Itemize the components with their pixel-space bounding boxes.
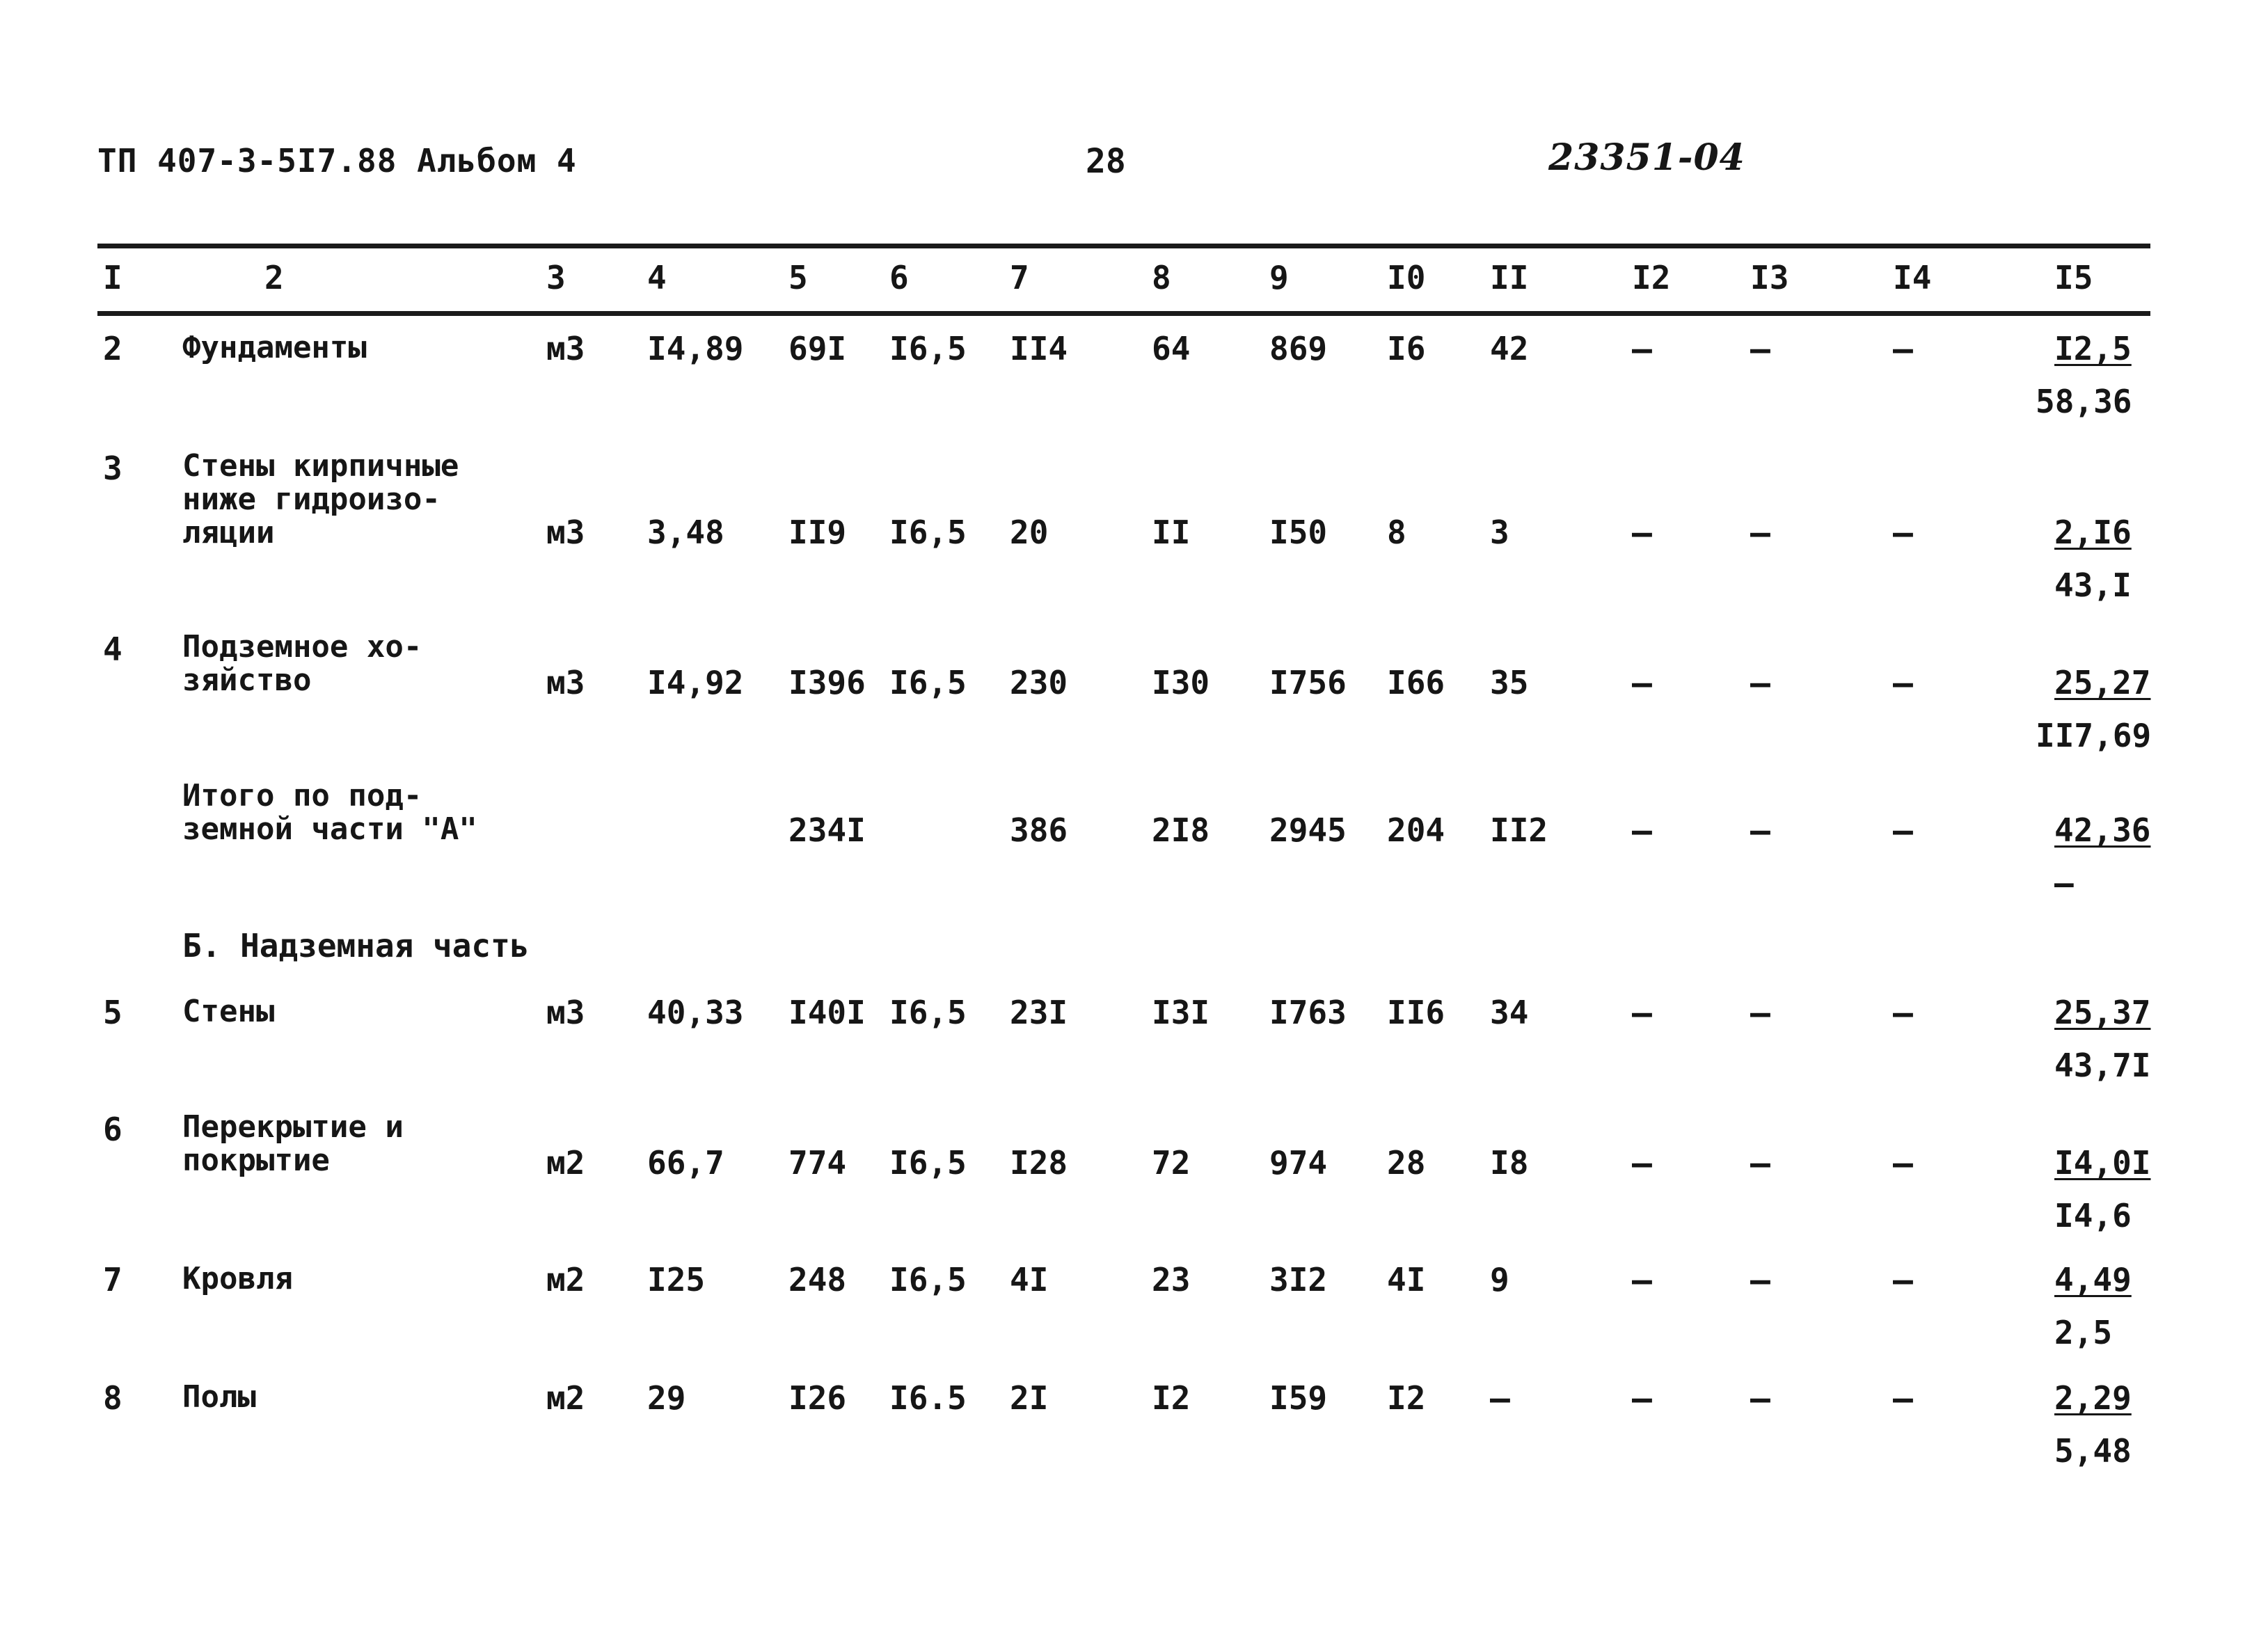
cell-col12: – (1632, 330, 1652, 369)
row-name: Полы (182, 1379, 256, 1415)
cell-col5: I40I (788, 994, 866, 1031)
column-header-12: I2 (1632, 259, 1671, 296)
cell-col14: – (1893, 994, 1913, 1033)
cell-col15-top: 25,37 (2054, 994, 2151, 1031)
cell-col15-bottom: 58,36 (2036, 383, 2132, 420)
cell-col15-top: 2,29 (2054, 1379, 2132, 1417)
cell-col10: I6 (1387, 330, 1426, 367)
cell-col7: 2I (1010, 1379, 1049, 1417)
cell-col13: – (1750, 1379, 1770, 1418)
cell-col4: I4,89 (647, 330, 744, 367)
cell-col14: – (1893, 664, 1913, 703)
cell-col11: 42 (1490, 330, 1529, 367)
row-unit: м3 (546, 514, 585, 551)
page-number: 28 (1086, 142, 1126, 181)
cell-col12: – (1632, 811, 1652, 850)
cell-col10: 204 (1387, 811, 1445, 849)
cell-col15-bottom: 43,I (2054, 566, 2132, 604)
column-header-4: 4 (647, 259, 667, 296)
cell-col11: 34 (1490, 994, 1529, 1031)
column-header-15: I5 (2054, 259, 2093, 296)
cell-col13: – (1750, 1144, 1770, 1183)
row-unit: м3 (546, 330, 585, 367)
row-number: 8 (103, 1379, 122, 1417)
cell-col13: – (1750, 1261, 1770, 1300)
cell-col8: 72 (1152, 1144, 1191, 1182)
cell-col15-top: 4,49 (2054, 1261, 2132, 1298)
cell-col15-bottom: 5,48 (2054, 1432, 2132, 1470)
row-name: Стены кирпичные ниже гидроизо- ляции (182, 448, 459, 550)
row-number: 2 (103, 330, 122, 367)
cell-col12: – (1632, 1144, 1652, 1183)
row-number: 4 (103, 630, 122, 668)
cell-col12: – (1632, 1379, 1652, 1418)
cell-col13: – (1750, 330, 1770, 369)
cell-col15-top: I4,0I (2054, 1144, 2151, 1182)
cell-col4: 29 (647, 1379, 686, 1417)
row-name: Стены (182, 994, 275, 1029)
cell-col6: I6,5 (889, 664, 967, 701)
cell-col15-bottom: I4,6 (2054, 1197, 2132, 1234)
cell-col9: 2945 (1269, 811, 1347, 849)
cell-col12: – (1632, 1261, 1652, 1300)
cell-col15-bottom: 2,5 (2054, 1314, 2113, 1351)
column-header-7: 7 (1010, 259, 1029, 296)
cell-col5: 69I (788, 330, 847, 367)
cell-col10: I66 (1387, 664, 1445, 701)
cell-col11: 35 (1490, 664, 1529, 701)
cell-col14: – (1893, 1261, 1913, 1300)
table-top-rule (97, 244, 2150, 248)
cell-col8: I3I (1152, 994, 1210, 1031)
cell-col10: 28 (1387, 1144, 1426, 1182)
cell-col7: I28 (1010, 1144, 1068, 1182)
cell-col13: – (1750, 994, 1770, 1033)
row-unit: м2 (546, 1144, 585, 1182)
handwritten-number: 23351-04 (1548, 136, 1745, 179)
cell-col5: II9 (788, 514, 847, 551)
row-name: Подземное хо- зяйство (182, 629, 422, 698)
document-code: ТП 407-3-5I7.88 Альбом 4 (97, 142, 577, 180)
cell-col9: 869 (1269, 330, 1328, 367)
cell-col9: I756 (1269, 664, 1347, 701)
row-unit: м3 (546, 664, 585, 701)
cell-col4: 40,33 (647, 994, 744, 1031)
column-header-10: I0 (1387, 259, 1426, 296)
cell-col5: 248 (788, 1261, 847, 1298)
cell-col10: 8 (1387, 514, 1406, 551)
cell-col12: – (1632, 994, 1652, 1033)
cell-col15-top: 2,I6 (2054, 514, 2132, 551)
column-header-1: I (103, 259, 122, 296)
row-name: Итого по под- земной части "А" (182, 778, 477, 847)
cell-col12: – (1632, 664, 1652, 703)
cell-col8: 2I8 (1152, 811, 1210, 849)
cell-col15-bottom: – (2054, 864, 2074, 902)
cell-col4: 3,48 (647, 514, 724, 551)
cell-col12: – (1632, 514, 1652, 553)
document-header (0, 136, 2268, 192)
section-title: Б. Надземная часть (182, 927, 530, 964)
cell-col10: 4I (1387, 1261, 1426, 1298)
cell-col14: – (1893, 330, 1913, 369)
cell-col10: I2 (1387, 1379, 1426, 1417)
cell-col4: 66,7 (647, 1144, 724, 1182)
row-unit: м2 (546, 1261, 585, 1298)
cell-col11: 3 (1490, 514, 1509, 551)
cell-col13: – (1750, 514, 1770, 553)
cell-col7: 4I (1010, 1261, 1049, 1298)
cell-col6: I6,5 (889, 994, 967, 1031)
cell-col13: – (1750, 664, 1770, 703)
cell-col5: 234I (788, 811, 866, 849)
column-header-8: 8 (1152, 259, 1171, 296)
cell-col15-bottom: II7,69 (2036, 717, 2152, 754)
cell-col13: – (1750, 811, 1770, 850)
column-header-9: 9 (1269, 259, 1289, 296)
cell-col10: II6 (1387, 994, 1445, 1031)
column-header-13: I3 (1750, 259, 1789, 296)
cell-col6: I6,5 (889, 330, 967, 367)
cell-col7: 20 (1010, 514, 1049, 551)
cell-col11: I8 (1490, 1144, 1529, 1182)
cell-col11: II2 (1490, 811, 1548, 849)
cell-col6: I6,5 (889, 514, 967, 551)
column-header-14: I4 (1893, 259, 1932, 296)
cell-col8: I30 (1152, 664, 1210, 701)
cell-col11: – (1490, 1379, 1510, 1418)
cell-col14: – (1893, 1144, 1913, 1183)
cell-col15-bottom: 43,7I (2054, 1047, 2151, 1084)
cell-col15-top: 42,36 (2054, 811, 2151, 849)
cell-col8: II (1152, 514, 1191, 551)
cell-col6: I6,5 (889, 1261, 967, 1298)
cell-col7: 230 (1010, 664, 1068, 701)
cell-col9: I59 (1269, 1379, 1328, 1417)
cell-col8: 23 (1152, 1261, 1191, 1298)
cell-col5: I396 (788, 664, 866, 701)
cell-col4: I4,92 (647, 664, 744, 701)
cell-col14: – (1893, 1379, 1913, 1418)
row-number: 3 (103, 450, 122, 487)
cell-col9: 3I2 (1269, 1261, 1328, 1298)
row-number: 6 (103, 1111, 122, 1148)
column-header-2: 2 (264, 259, 284, 296)
column-header-3: 3 (546, 259, 566, 296)
row-unit: м2 (546, 1379, 585, 1417)
cell-col7: II4 (1010, 330, 1068, 367)
cell-col7: 23I (1010, 994, 1068, 1031)
row-unit: м3 (546, 994, 585, 1031)
cell-col4: I25 (647, 1261, 706, 1298)
cell-col8: 64 (1152, 330, 1191, 367)
cell-col11: 9 (1490, 1261, 1509, 1298)
column-header-6: 6 (889, 259, 909, 296)
cell-col6: I6.5 (889, 1379, 967, 1417)
cell-col9: 974 (1269, 1144, 1328, 1182)
column-header-5: 5 (788, 259, 808, 296)
table-header-rule (97, 311, 2150, 316)
cell-col6: I6,5 (889, 1144, 967, 1182)
cell-col5: 774 (788, 1144, 847, 1182)
row-name: Перекрытие и покрытие (182, 1109, 404, 1178)
cell-col5: I26 (788, 1379, 847, 1417)
cell-col9: I50 (1269, 514, 1328, 551)
cell-col14: – (1893, 514, 1913, 553)
row-number: 5 (103, 994, 122, 1031)
cell-col15-top: I2,5 (2054, 330, 2132, 367)
row-name: Фундаменты (182, 330, 367, 365)
row-number: 7 (103, 1261, 122, 1298)
cell-col9: I763 (1269, 994, 1347, 1031)
cell-col7: 386 (1010, 811, 1068, 849)
cell-col15-top: 25,27 (2054, 664, 2151, 701)
cell-col8: I2 (1152, 1379, 1191, 1417)
row-name: Кровля (182, 1261, 293, 1296)
column-header-11: II (1490, 259, 1529, 296)
cell-col14: – (1893, 811, 1913, 850)
